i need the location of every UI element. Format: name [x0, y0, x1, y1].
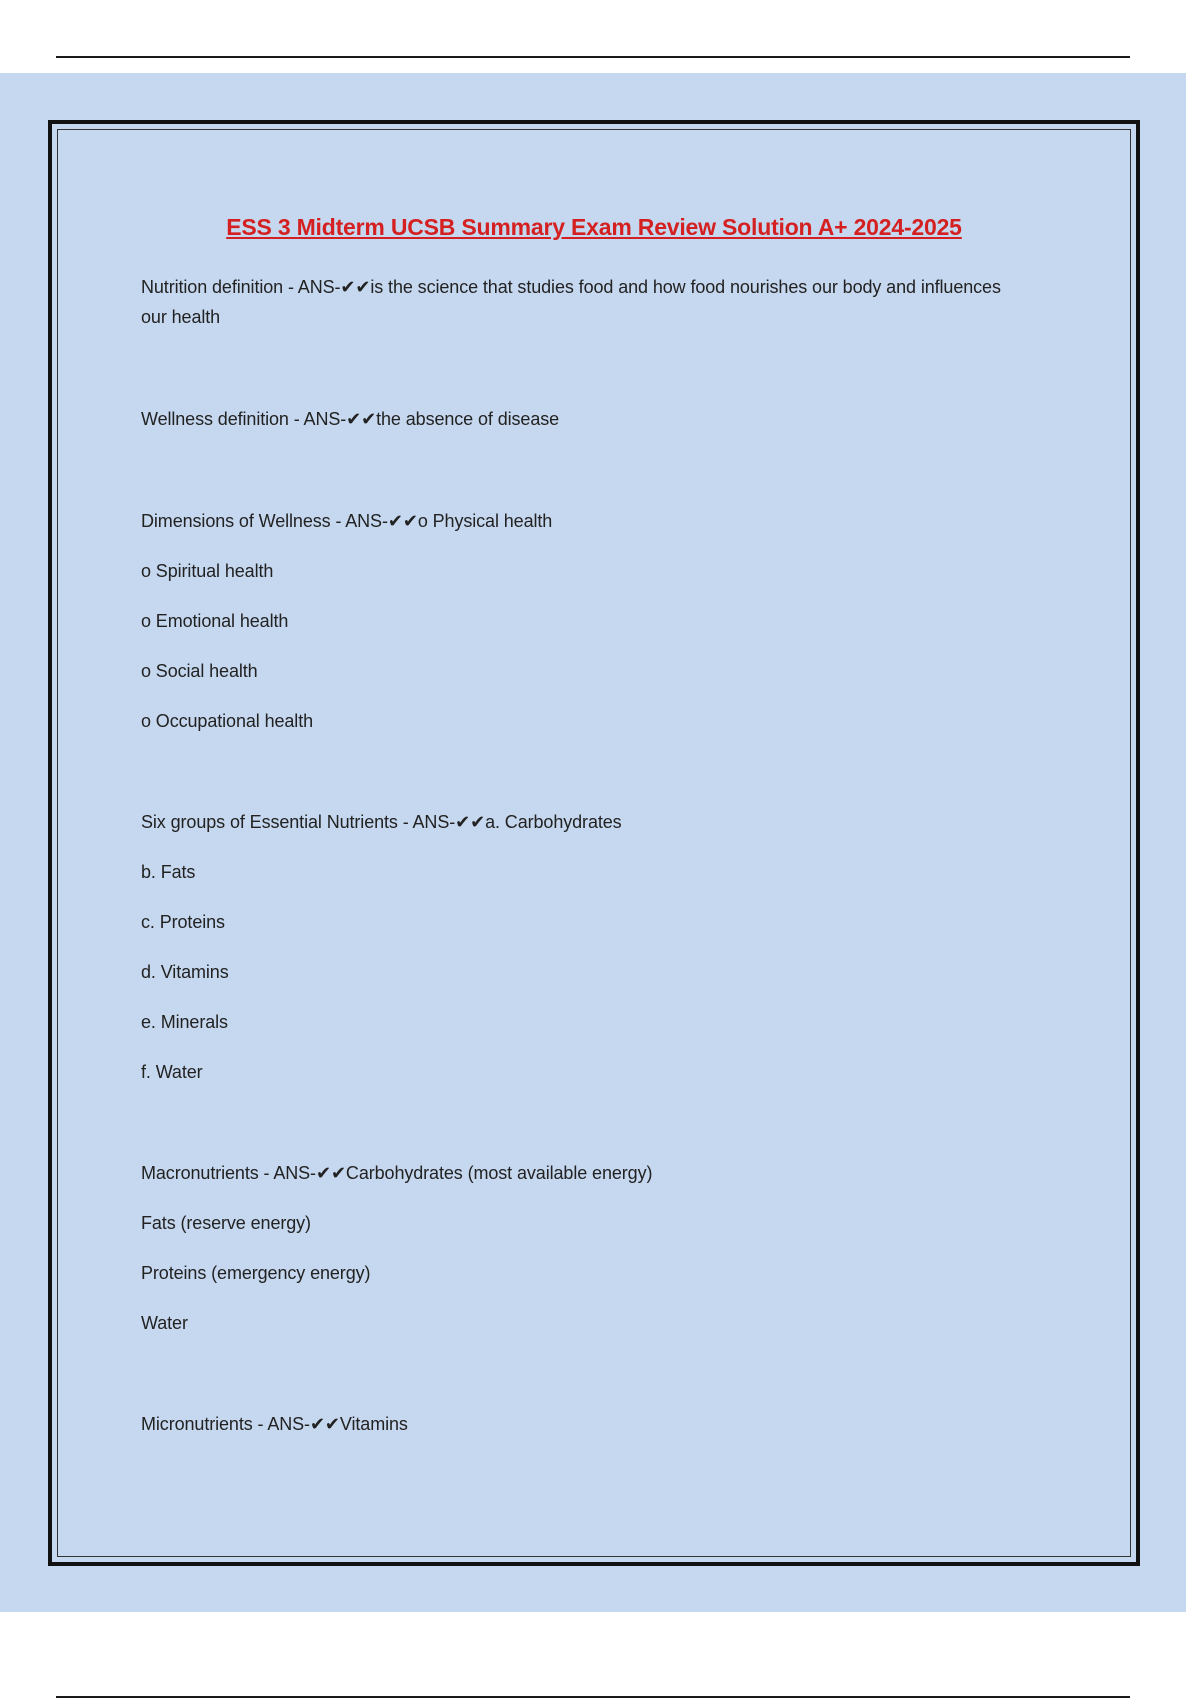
list-item: b. Fats	[141, 862, 196, 882]
list-item: Fats (reserve energy)	[141, 1213, 311, 1233]
qa-text: Micronutrients - ANS-✔✔Vitamins	[141, 1414, 408, 1434]
qa-item-micronutrients	[141, 1409, 1041, 1439]
bottom-divider	[56, 1696, 1130, 1698]
qa-item-macronutrients	[141, 1158, 1041, 1338]
qa-text: Six groups of Essential Nutrients - ANS-✔✔a. Carbohydrates	[141, 812, 622, 832]
list-item: c. Proteins	[141, 912, 225, 932]
qa-item-wellness	[141, 404, 1041, 434]
qa-item-essential-nutrients	[141, 807, 1041, 1087]
document-title: ESS 3 Midterm UCSB Summary Exam Review Solution A+ 2024-2025	[226, 214, 962, 240]
list-item: e. Minerals	[141, 1012, 228, 1032]
qa-text: Macronutrients - ANS-✔✔Carbohydrates (most available energy)	[141, 1163, 653, 1183]
list-item: o Spiritual health	[141, 561, 274, 581]
list-item: f. Water	[141, 1062, 203, 1082]
list-item: Proteins (emergency energy)	[141, 1263, 371, 1283]
qa-item-dimensions-of-wellness	[141, 506, 1041, 736]
list-item: o Emotional health	[141, 611, 289, 631]
top-divider	[56, 56, 1130, 58]
qa-text: Wellness definition - ANS-✔✔the absence of disease	[141, 409, 560, 429]
list-item: Water	[141, 1313, 188, 1333]
qa-text: Dimensions of Wellness - ANS-✔✔o Physical health	[141, 511, 553, 531]
list-item: o Social health	[141, 661, 258, 681]
qa-text: Nutrition definition - ANS-✔✔is the science that studies food and how food nourishes our body and influences our health	[141, 277, 1001, 327]
qa-item-nutrition	[141, 272, 1041, 340]
list-item: o Occupational health	[141, 711, 314, 731]
qa-content	[141, 272, 1041, 1439]
list-item: d. Vitamins	[141, 962, 229, 982]
